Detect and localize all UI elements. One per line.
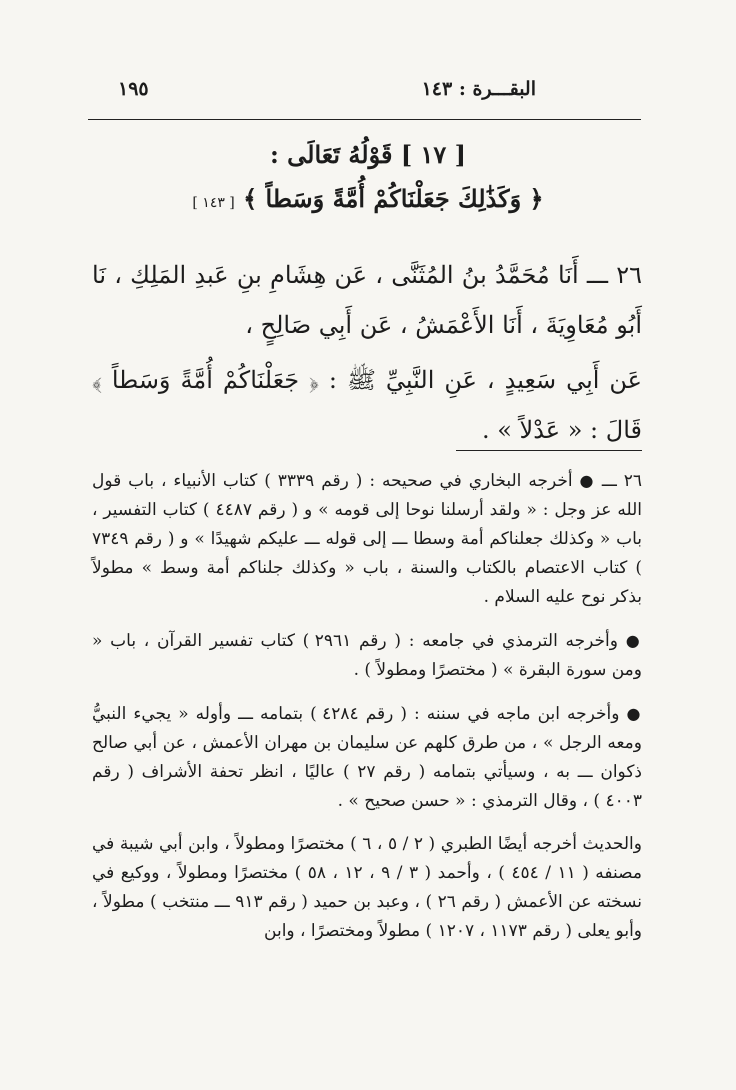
- page-number: ١٩٥: [118, 78, 149, 100]
- footnote-number: ٢٦ ـــ: [601, 471, 643, 491]
- section-title: [ ١٧ ] قَوْلُهُ تَعَالَى :: [269, 140, 467, 169]
- footnotes: [92, 466, 642, 960]
- hadith-text: عَن أَبِي سَعِيدٍ ، عَنِ النَّبِيِّ ﷺ : ﴿ جَعَلْنَاكُمْ أُمَّةً وَسَطاً ﴾ قَالَ : « عَدْلاً » .: [92, 366, 642, 444]
- footnote-text: وأخرجه ابن ماجه في سننه : ( رقم ٤٢٨٤ ) بتمامه ـــ وأوله « يجيء النبيُّ ومعه الرجل » ، من طرق كلهم عن سليمان بن مهران الأعمش ، عن أبي صالح ذكوان ـــ به ، وسيأتي بتمامه ( رقم ٢٧ ) عاليًا ، انظر تحفة الأشراف ( رقم ٤٠٠٣ ) ، وقال الترمذي : « حسن صحيح » .: [92, 704, 642, 811]
- bullet-icon: ●: [625, 631, 643, 650]
- bullet-icon: ●: [626, 704, 643, 723]
- verse-text: ﴿ وَكَذَٰلِكَ جَعَلْنَاكُمْ أُمَّةً وَسَطاً ﴾: [243, 184, 544, 213]
- bullet-icon: ●: [579, 471, 595, 490]
- header-divider: [88, 119, 641, 120]
- footnote-text: والحديث أخرجه أيضًا الطبري ( ٢ / ٥ ، ٦ ) مختصرًا ومطولاً ، وابن أبي شيبة في مصنفه ( ١١ / ٤٥٤ ) ، وأحمد ( ٣ / ٩ ، ١٢ ، ٥٨ ) مختصرًا ومطولاً ، ووكيع في نسخته عن الأعمش ( رقم ٢٦ ) ، وعبد بن حميد ( رقم ٩١٣ ـــ منتخب ) مطولاً ، وأبو يعلى ( رقم ١١٧٣ ، ١٢٠٧ ) مطولاً ومختصرًا ، وابن: [92, 834, 642, 941]
- quran-verse: [0, 184, 736, 213]
- page-header: [80, 78, 640, 118]
- footnote-tirmidhi: [92, 626, 642, 685]
- footnote-text: وأخرجه الترمذي في جامعه : ( رقم ٢٩٦١ ) كتاب تفسير القرآن ، باب « ومن سورة البقرة » ( مختصرًا ومطولاً ) .: [92, 631, 642, 680]
- footnote-other-sources: [92, 830, 642, 946]
- footnote-ibn-majah: [92, 699, 642, 816]
- running-head: البقـــرة : ١٤٣: [421, 78, 536, 100]
- hadith-chain: ٢٦ ـــ أَنَا مُحَمَّدُ بنُ المُثَنَّى ، عَن هِشَامِ بنِ عَبدِ المَلِكِ ، نَا أَبُو مُعَاوِيَةَ ، أَنَا الأَعْمَشُ ، عَن أَبِي صَالِحٍ ،: [92, 261, 642, 339]
- footnote-bukhari: [92, 466, 642, 612]
- verse-reference: [ ١٤٣ ]: [192, 195, 235, 211]
- footnote-text: أخرجه البخاري في صحيحه : ( رقم ٣٣٣٩ ) كتاب الأنبياء ، باب قول الله عز وجل : « ولقد أرسلنا نوحا إلى قومه » و ( رقم ٤٤٨٧ ) كتاب التفسير ، باب « وكذلك جعلناكم أمة وسطا ـــ إلى قوله ـــ عليكم شهيدًا » و ( رقم ٧٣٤٩ ) كتاب الاعتصام بالكتاب والسنة ، باب « وكذلك جلناكم أمة وسط » مطولاً بذكر نوح عليه السلام .: [92, 471, 642, 607]
- footnote-divider: [456, 450, 642, 451]
